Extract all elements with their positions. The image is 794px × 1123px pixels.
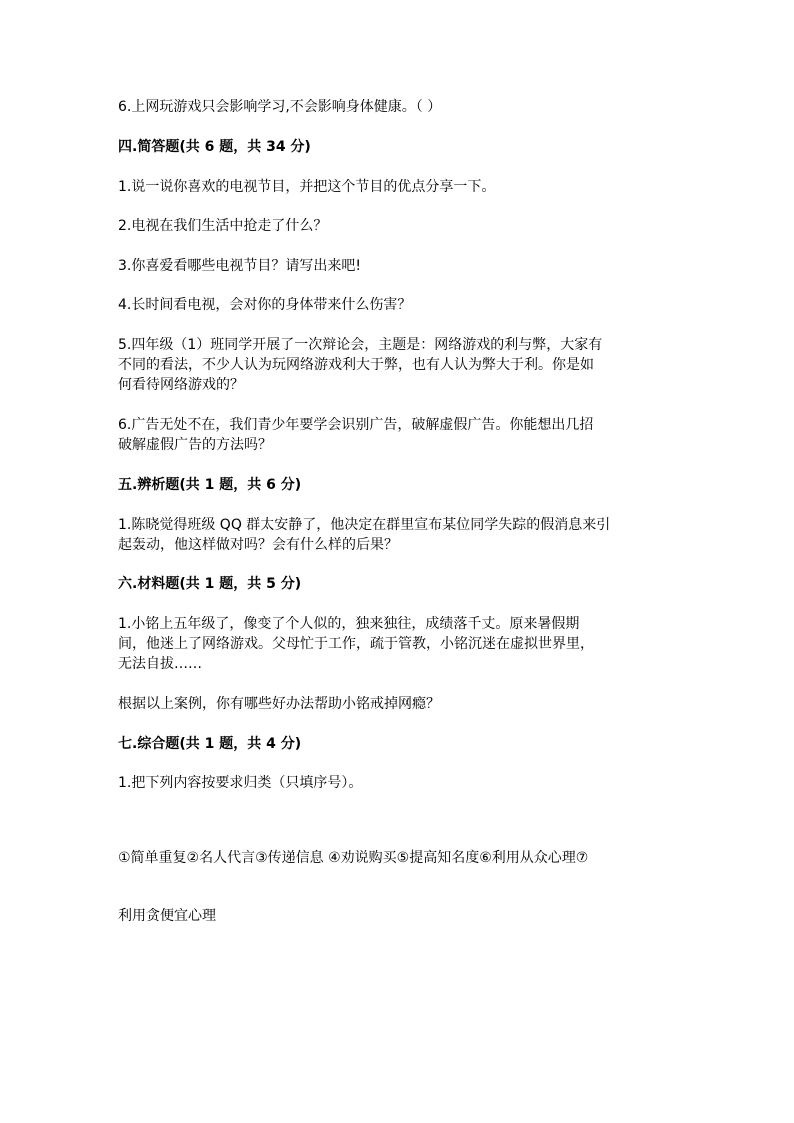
section-4-question-4: 4.长时间看电视，会对你的身体带来什么伤害？	[118, 297, 412, 313]
section-5-heading: 五.辨析题(共 1 题，共 6 分)	[118, 477, 302, 493]
section-6-question-1-line-1: 1.小铭上五年级了，像变了个人似的，独来独往，成绩落千丈。原来暑假期	[118, 616, 580, 632]
section-4-question-5-line-2: 不同的看法，不少人认为玩网络游戏利大于弊，也有人认为弊大于利。你是如	[118, 357, 594, 373]
section-4-question-5-line-1: 5.四年级（1）班同学开展了一次辩论会，主题是：网络游戏的利与弊，大家有	[118, 337, 603, 353]
section-4-heading: 四.简答题(共 6 题，共 34 分)	[118, 139, 311, 155]
section-6-question-1-line-2: 间，他迷上了网络游戏。父母忙于工作，疏于管教，小铭沉迷在虚拟世界里，	[118, 636, 594, 652]
section-4-question-6-line-1: 6.广告无处不在，我们青少年要学会识别广告，破解虚假广告。你能想出几招	[118, 417, 594, 433]
section-4-question-3: 3.你喜爱看哪些电视节目？请写出来吧!	[118, 258, 361, 274]
section-7-heading: 七.综合题(共 1 题，共 4 分)	[118, 736, 302, 752]
section-7-question-1: 1.把下列内容按要求归类（只填序号）。	[118, 775, 363, 791]
section-4-question-1: 1.说一说你喜欢的电视节目，并把这个节目的优点分享一下。	[118, 179, 496, 195]
section-4-question-2: 2.电视在我们生活中抢走了什么？	[118, 218, 328, 234]
section-4-question-6-line-2: 破解虚假广告的方法吗？	[118, 437, 272, 453]
question-6-true-false: 6.上网玩游戏只会影响学习,不会影响身体健康。（ ）	[118, 99, 442, 115]
section-6-question-prompt: 根据以上案例，你有哪些好办法帮助小铭戒掉网瘾？	[118, 696, 440, 712]
section-5-question-1-line-2: 起轰动，他这样做对吗？会有什么样的后果？	[118, 537, 398, 553]
section-6-question-1-line-3: 无法自拔……	[118, 656, 202, 672]
section-7-options-line: ①简单重复②名人代言③传递信息 ④劝说购买⑤提高知名度⑥利用从众心理⑦	[118, 850, 589, 866]
section-7-options-continuation: 利用贪便宜心理	[118, 908, 216, 924]
section-6-heading: 六.材料题(共 1 题，共 5 分)	[118, 576, 302, 592]
section-5-question-1-line-1: 1.陈晓觉得班级 QQ 群太安静了，他决定在群里宣布某位同学失踪的假消息来引	[118, 517, 611, 533]
section-4-question-5-line-3: 何看待网络游戏的？	[118, 377, 244, 393]
